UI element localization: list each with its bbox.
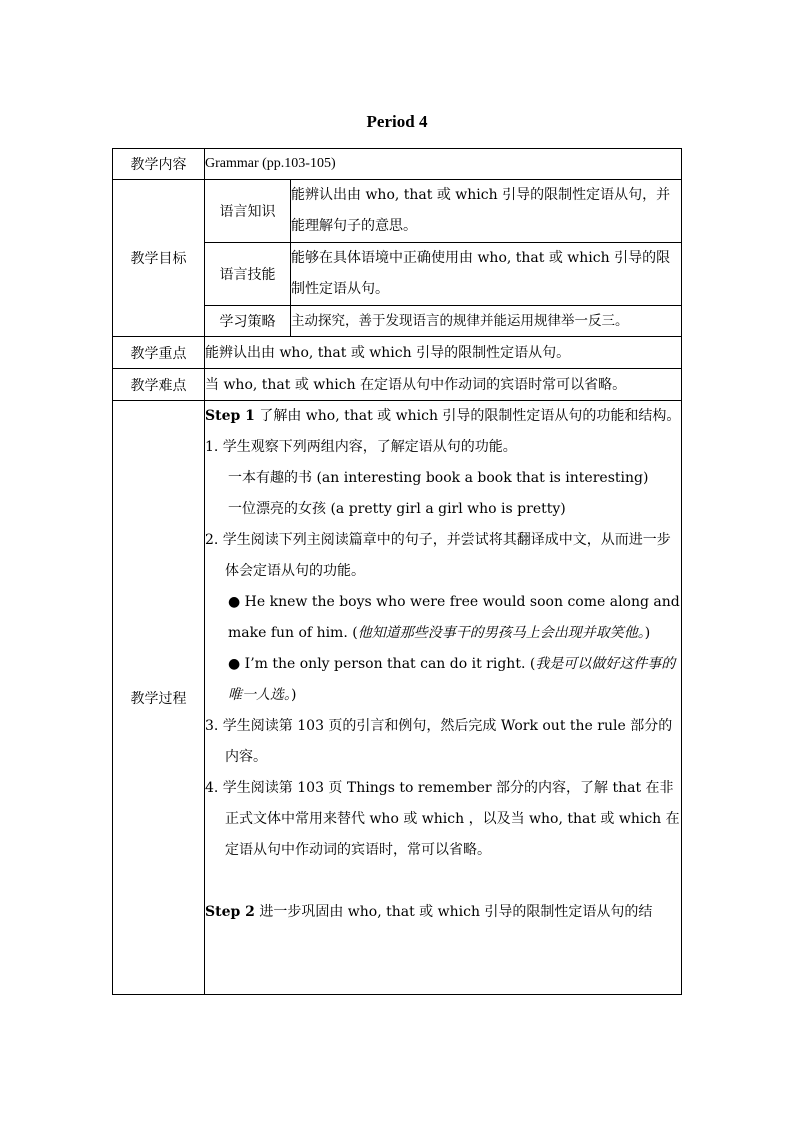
row-difficult-point [113,369,682,401]
goal-text-knowledge: 能辨认出由 who, that 或 which 引导的限制性定语从句，并能理解句子的意思。 [291,180,682,243]
page-title: Period 4 [366,112,428,131]
step2-paragraph [205,897,681,928]
row-content [113,149,682,180]
step2-heading: Step 2 [205,904,255,920]
goal-label-knowledge: 语言知识 [205,180,291,243]
item-2-sentence-1 [205,587,681,649]
row-key-point [113,337,682,369]
difficult-value: 当 who, that 或 which 在定语从句中作动词的宾语时常可以省略。 [205,369,682,401]
sentence-1-en: ● He knew the boys who were free would soon come along and make fun of him. ( [228,594,680,641]
process-content [205,401,682,995]
goal-text-strategy: 主动探究，善于发现语言的规律并能运用规律举一反三。 [291,306,682,337]
item-2: 2. 学生阅读下列主阅读篇章中的句子，并尝试将其翻译成中文，从而进一步体会定语从句的功能。 [205,532,671,579]
step1-text: 了解由 who, that 或 which 引导的限制性定语从句的功能和结构。 [254,408,681,424]
sentence-2-en: ● I’m the only person that can do it right. ( [228,656,536,672]
row-goal-knowledge [113,180,682,243]
step2-text: 进一步巩固由 who, that 或 which 引导的限制性定语从句的结 [254,904,653,920]
key-label: 教学重点 [113,337,205,369]
goal-label-skill: 语言技能 [205,243,291,306]
content-label: 教学内容 [113,149,205,180]
content-value: Grammar (pp.103-105) [205,149,682,180]
item-3: 3. 学生阅读第 103 页的引言和例句，然后完成 Work out the rule 部分的内容。 [205,718,673,765]
item-2-sentence-2 [205,649,681,711]
step1-heading: Step 1 [205,408,255,424]
item-1-example-2: 一位漂亮的女孩 (a pretty girl a girl who is pretty) [228,501,566,517]
lesson-plan-table [112,148,682,995]
spacer [205,866,681,897]
difficult-label: 教学难点 [113,369,205,401]
goal-label-strategy: 学习策略 [205,306,291,337]
sentence-1-end: ) [644,625,651,641]
item-1-example-1: 一本有趣的书 (an interesting book a book that is interesting) [228,470,649,486]
process-label: 教学过程 [113,401,205,995]
goals-label: 教学目标 [113,180,205,337]
item-4: 4. 学生阅读第 103 页 Things to remember 部分的内容，了解 that 在非正式文体中常用来替代 who 或 which ，以及当 who, that 或 which 在定语从句中作动词的宾语时，常可以省略。 [205,780,680,858]
row-process [113,401,682,995]
item-1: 1. 学生观察下列两组内容，了解定语从句的功能。 [205,439,517,455]
sentence-2-end: ) [291,687,297,703]
sentence-2-cn: 我是可以做好这件事的唯一人选。 [228,656,676,703]
key-value: 能辨认出由 who, that 或 which 引导的限制性定语从句。 [205,337,682,369]
step1-paragraph [205,401,681,432]
sentence-1-cn: 他知道那些没事干的男孩马上会出现并取笑他。 [357,625,645,641]
goal-text-skill: 能够在具体语境中正确使用由 who, that 或 which 引导的限制性定语从句。 [291,243,682,306]
